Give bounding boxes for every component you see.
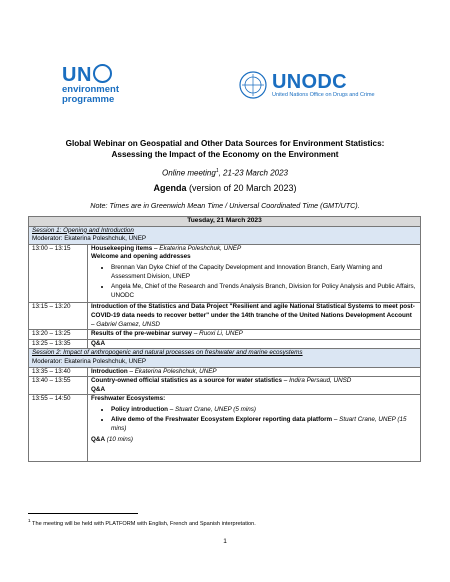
table-row [29,330,421,340]
un-emblem-icon [93,64,112,83]
time-cell: 13:00 – 13:15 [29,244,88,303]
table-row [29,395,421,462]
agenda-version: (version of 20 March 2023) [186,183,297,193]
unep-logo-un: UN [62,64,92,86]
footnote [28,518,256,527]
list-item-title: Alive demo of the Freshwater Ecosystem Explorer reporting data platform [111,416,333,424]
footnote-number: 1 [28,518,31,523]
item-duration: (10 mins) [105,435,133,443]
unep-logo-line1: environment [62,84,120,95]
agenda-label: Agenda [153,183,187,193]
title-line1: Global Webinar on Geospatial and Other Data Sources for Environment Statistics: [65,139,385,148]
table-row [29,244,421,303]
time-note: Note: Times are in Greenwich Mean Time / Universal Coordinated Time (GMT/UTC). [90,201,360,210]
session-moderator: Moderator: Ekaterina Poleshchuk, UNEP [32,357,147,365]
table-row [29,367,421,377]
item-title: Freshwater Ecosystems: [91,395,166,403]
time-cell: 13:55 – 14:50 [29,395,88,462]
time-cell: 13:15 – 13:20 [29,303,88,330]
item-speaker: – Ruoxi Li, UNEP [192,330,243,338]
session-title: Session 2: Impact of anthropogenic and natural processes on freshwater and marine ecosystems [32,349,303,357]
session-row [29,349,421,367]
item-list [91,406,417,434]
table-row [29,303,421,330]
item-speaker: – Ekaterina Poleshchuk, UNEP [152,244,242,252]
item-speaker: – Ekaterina Poleshchuk, UNEP [127,367,217,375]
document-title [0,138,450,160]
speaker-list [91,264,417,300]
unodc-tagline: United Nations Office on Drugs and Crime [272,92,375,98]
session-moderator: Moderator: Ekaterina Poleshchuk, UNEP [32,235,147,243]
item-title: Q&A [88,339,421,349]
session-title: Session 1: Opening and Introduction [32,226,134,234]
agenda-table [28,216,421,462]
item-title: Country-owned official statistics as a source for water statistics [91,377,283,385]
list-item: • Brennan Van Dyke Chief of the Capacity Development and Innovation Branch, Early Warning and Assessment Division, UNEP [111,264,417,281]
unodc-name: UNODC [272,71,347,93]
list-item-speaker: – Stuart Crane, UNEP (15 mins) [111,416,407,433]
page-number: 1 [223,538,227,545]
meeting-info [0,168,450,178]
footnote-ref[interactable]: 1 [215,168,219,174]
item-speaker: – Indira Persaud, UNSD [282,377,352,385]
table-row [29,339,421,349]
unep-logo [62,64,119,105]
item-speaker: – Gabriel Gamez, UNSD [91,320,160,328]
item-title: Welcome and opening addresses [91,253,191,261]
session-row [29,226,421,244]
item-title: Q&A [91,435,105,443]
unep-logo-line2: programme [62,94,115,105]
time-cell: 13:40 – 13:55 [29,377,88,395]
meeting-text: Online meeting [162,168,216,178]
item-title: Housekeeping items [91,244,153,252]
item-title: Introduction of the Statistics and Data Project "Resilient and agile National Statistical Systems to meet post-COVID-19 data needs to recover better" under the 14th tranche of the United Nations Development Account [91,303,415,319]
agenda-heading [0,183,450,193]
list-item [111,416,417,433]
meeting-dates: , 21-23 March 2023 [218,168,288,178]
list-item-speaker: – Stuart Crane, UNEP (5 mins) [168,405,256,413]
item-title: Results of the pre-webinar survey [91,330,193,338]
item-title: Introduction [91,367,128,375]
title-line2: Assessing the Impact of the Economy on the Environment [111,150,339,159]
time-cell: 13:35 – 13:40 [29,367,88,377]
day-header: Tuesday, 21 March 2023 [29,217,421,227]
table-row [29,377,421,395]
list-item [111,406,417,415]
day-header-row [29,217,421,227]
time-cell: 13:20 – 13:25 [29,330,88,340]
time-cell: 13:25 – 13:35 [29,339,88,349]
list-item: • Angela Me, Chief of the Research and Trends Analysis Branch, Division for Policy Analysis and Public Affairs, UNODC [111,283,417,300]
footnote-divider [28,513,138,514]
footnote-text: The meeting will be held with PLATFORM with English, French and Spanish interpretation. [30,520,256,527]
item-title: Q&A [91,385,105,393]
un-emblem-icon [238,70,268,100]
list-item-title: Policy introduction [111,405,169,413]
